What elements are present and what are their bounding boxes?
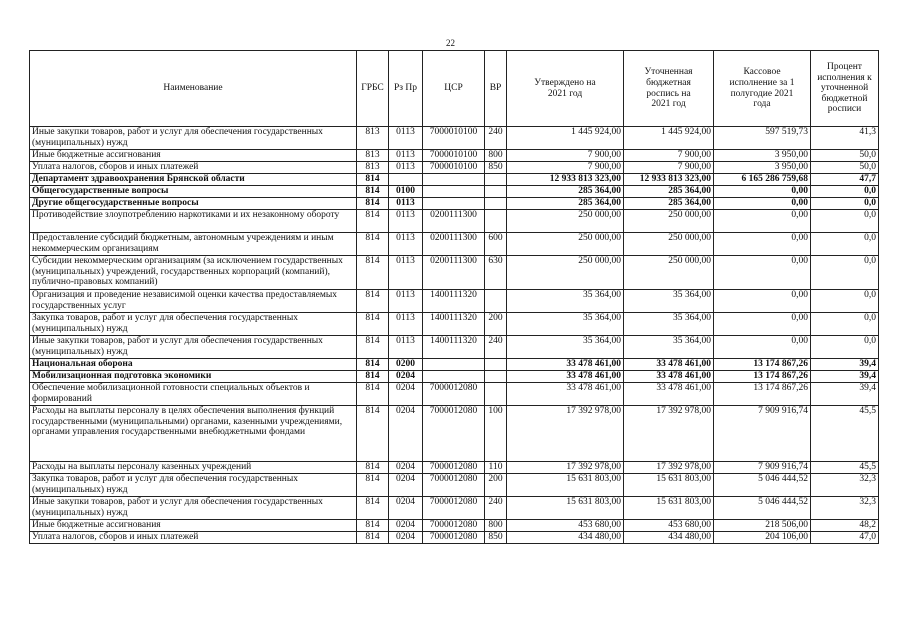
row-grbs: 814 <box>357 371 389 383</box>
row-percent: 39,4 <box>811 359 879 371</box>
table-row <box>30 474 879 497</box>
table-row <box>30 198 879 210</box>
row-percent: 39,4 <box>811 371 879 383</box>
row-csr: 7000010100 <box>423 127 485 150</box>
table-row <box>30 210 879 233</box>
row-rzpr: 0204 <box>389 497 423 520</box>
row-csr: 7000012080 <box>423 520 485 532</box>
table-row <box>30 371 879 383</box>
header-vr: ВР <box>485 51 507 127</box>
row-grbs: 814 <box>357 198 389 210</box>
row-cash: 5 046 444,52 <box>714 474 811 497</box>
row-csr <box>423 371 485 383</box>
row-grbs: 814 <box>357 256 389 290</box>
row-cash: 0,00 <box>714 336 811 359</box>
table-header-row <box>30 51 879 127</box>
header-name: Наименование <box>30 51 357 127</box>
row-csr <box>423 186 485 198</box>
row-rzpr: 0204 <box>389 406 423 462</box>
row-vr <box>485 174 507 186</box>
row-percent: 0,0 <box>811 210 879 233</box>
row-approved: 7 900,00 <box>507 150 624 162</box>
row-grbs: 814 <box>357 186 389 198</box>
row-name: Организация и проведение независимой оценки качества предоставляемых государственных услуг <box>30 290 357 313</box>
row-cash: 204 106,00 <box>714 532 811 544</box>
row-name: Уплата налогов, сборов и иных платежей <box>30 532 357 544</box>
row-grbs: 814 <box>357 497 389 520</box>
row-rzpr: 0204 <box>389 520 423 532</box>
row-cash: 0,00 <box>714 210 811 233</box>
row-percent: 0,0 <box>811 313 879 336</box>
row-name: Иные закупки товаров, работ и услуг для обеспечения государственных (муниципальных) нужд <box>30 127 357 150</box>
row-refined: 434 480,00 <box>624 532 714 544</box>
row-name: Противодействие злоупотреблению наркотиками и их незаконному обороту <box>30 210 357 233</box>
row-csr: 1400111320 <box>423 313 485 336</box>
row-approved: 12 933 813 323,00 <box>507 174 624 186</box>
row-grbs: 813 <box>357 150 389 162</box>
row-approved: 33 478 461,00 <box>507 359 624 371</box>
row-csr: 7000012080 <box>423 474 485 497</box>
budget-table <box>29 50 879 544</box>
table-row <box>30 462 879 474</box>
page-number: 22 <box>446 38 455 48</box>
row-name: Расходы на выплаты персоналу казенных учреждений <box>30 462 357 474</box>
row-cash: 597 519,73 <box>714 127 811 150</box>
row-percent: 47,0 <box>811 532 879 544</box>
row-name: Иные закупки товаров, работ и услуг для обеспечения государственных (муниципальных) нужд <box>30 497 357 520</box>
row-percent: 32,3 <box>811 474 879 497</box>
row-refined: 250 000,00 <box>624 256 714 290</box>
row-cash: 0,00 <box>714 186 811 198</box>
row-vr: 240 <box>485 497 507 520</box>
row-approved: 35 364,00 <box>507 290 624 313</box>
row-vr: 800 <box>485 150 507 162</box>
row-refined: 7 900,00 <box>624 150 714 162</box>
row-vr <box>485 186 507 198</box>
row-cash: 5 046 444,52 <box>714 497 811 520</box>
table-row <box>30 162 879 174</box>
row-vr: 630 <box>485 256 507 290</box>
row-percent: 0,0 <box>811 256 879 290</box>
row-approved: 15 631 803,00 <box>507 474 624 497</box>
row-cash: 218 506,00 <box>714 520 811 532</box>
header-grbs: ГРБС <box>357 51 389 127</box>
row-rzpr: 0113 <box>389 233 423 256</box>
row-cash: 0,00 <box>714 198 811 210</box>
row-refined: 250 000,00 <box>624 233 714 256</box>
row-approved: 7 900,00 <box>507 162 624 174</box>
row-approved: 250 000,00 <box>507 256 624 290</box>
row-percent: 48,2 <box>811 520 879 532</box>
row-approved: 35 364,00 <box>507 313 624 336</box>
row-approved: 17 392 978,00 <box>507 462 624 474</box>
table-row <box>30 150 879 162</box>
row-grbs: 814 <box>357 359 389 371</box>
row-grbs: 814 <box>357 290 389 313</box>
row-grbs: 814 <box>357 313 389 336</box>
row-refined: 17 392 978,00 <box>624 406 714 462</box>
row-refined: 453 680,00 <box>624 520 714 532</box>
row-name: Расходы на выплаты персоналу в целях обеспечения выполнения функций государственными (муниципальными) органами, казенными учреждениями, органами управления государственными внебюджетными фондами <box>30 406 357 462</box>
row-rzpr: 0113 <box>389 198 423 210</box>
row-percent: 0,0 <box>811 186 879 198</box>
row-vr: 600 <box>485 233 507 256</box>
table-row <box>30 383 879 406</box>
row-refined: 12 933 813 323,00 <box>624 174 714 186</box>
header-csr: ЦСР <box>423 51 485 127</box>
row-vr <box>485 383 507 406</box>
row-vr <box>485 198 507 210</box>
row-rzpr: 0204 <box>389 474 423 497</box>
row-rzpr: 0200 <box>389 359 423 371</box>
row-refined: 33 478 461,00 <box>624 383 714 406</box>
row-vr: 200 <box>485 474 507 497</box>
row-vr: 200 <box>485 313 507 336</box>
row-approved: 434 480,00 <box>507 532 624 544</box>
row-grbs: 813 <box>357 162 389 174</box>
row-csr <box>423 198 485 210</box>
row-grbs: 814 <box>357 462 389 474</box>
row-percent: 0,0 <box>811 290 879 313</box>
row-approved: 33 478 461,00 <box>507 383 624 406</box>
row-cash: 7 909 916,74 <box>714 462 811 474</box>
row-refined: 17 392 978,00 <box>624 462 714 474</box>
row-vr <box>485 359 507 371</box>
row-approved: 250 000,00 <box>507 233 624 256</box>
row-percent: 47,7 <box>811 174 879 186</box>
table-row <box>30 186 879 198</box>
row-percent: 39,4 <box>811 383 879 406</box>
row-percent: 50,0 <box>811 150 879 162</box>
row-csr: 7000012080 <box>423 462 485 474</box>
row-rzpr: 0113 <box>389 162 423 174</box>
row-csr: 7000012080 <box>423 532 485 544</box>
row-csr <box>423 174 485 186</box>
row-rzpr: 0113 <box>389 313 423 336</box>
row-grbs: 814 <box>357 336 389 359</box>
row-percent: 0,0 <box>811 233 879 256</box>
row-approved: 17 392 978,00 <box>507 406 624 462</box>
row-grbs: 814 <box>357 233 389 256</box>
row-rzpr: 0204 <box>389 383 423 406</box>
table-row <box>30 313 879 336</box>
row-approved: 1 445 924,00 <box>507 127 624 150</box>
header-approved: Утверждено на 2021 год <box>507 51 624 127</box>
row-vr: 850 <box>485 162 507 174</box>
row-rzpr: 0113 <box>389 256 423 290</box>
table-row <box>30 520 879 532</box>
row-name: Иные закупки товаров, работ и услуг для обеспечения государственных (муниципальных) нужд <box>30 336 357 359</box>
row-rzpr: 0113 <box>389 150 423 162</box>
row-percent: 0,0 <box>811 336 879 359</box>
table-row <box>30 127 879 150</box>
row-vr: 240 <box>485 127 507 150</box>
row-csr: 7000012080 <box>423 383 485 406</box>
row-cash: 0,00 <box>714 256 811 290</box>
row-grbs: 814 <box>357 532 389 544</box>
row-rzpr: 0113 <box>389 210 423 233</box>
row-vr: 800 <box>485 520 507 532</box>
row-name: Иные бюджетные ассигнования <box>30 520 357 532</box>
row-cash: 0,00 <box>714 313 811 336</box>
row-cash: 13 174 867,26 <box>714 383 811 406</box>
row-name: Уплата налогов, сборов и иных платежей <box>30 162 357 174</box>
row-name: Мобилизационная подготовка экономики <box>30 371 357 383</box>
row-csr: 1400111320 <box>423 336 485 359</box>
row-name: Закупка товаров, работ и услуг для обеспечения государственных (муниципальных) нужд <box>30 313 357 336</box>
table-row <box>30 532 879 544</box>
row-refined: 1 445 924,00 <box>624 127 714 150</box>
row-grbs: 814 <box>357 174 389 186</box>
row-name: Общегосударственные вопросы <box>30 186 357 198</box>
row-approved: 453 680,00 <box>507 520 624 532</box>
table-row <box>30 497 879 520</box>
table-row <box>30 336 879 359</box>
header-cash: Кассовое исполнение за 1 полугодие 2021 года <box>714 51 811 127</box>
header-rzpr: Рз Пр <box>389 51 423 127</box>
row-csr: 7000012080 <box>423 406 485 462</box>
row-name: Иные бюджетные ассигнования <box>30 150 357 162</box>
row-name: Национальная оборона <box>30 359 357 371</box>
row-grbs: 814 <box>357 383 389 406</box>
row-csr: 0200111300 <box>423 256 485 290</box>
row-refined: 285 364,00 <box>624 198 714 210</box>
row-cash: 3 950,00 <box>714 162 811 174</box>
row-rzpr: 0204 <box>389 532 423 544</box>
table-row <box>30 256 879 290</box>
row-refined: 33 478 461,00 <box>624 359 714 371</box>
row-refined: 7 900,00 <box>624 162 714 174</box>
row-name: Предоставление субсидий бюджетным, автономным учреждениям и иным некоммерческим организациям <box>30 233 357 256</box>
row-vr <box>485 290 507 313</box>
row-csr: 7000010100 <box>423 150 485 162</box>
row-name: Обеспечение мобилизационной готовности специальных объектов и формирований <box>30 383 357 406</box>
row-csr: 7000012080 <box>423 497 485 520</box>
row-csr: 1400111320 <box>423 290 485 313</box>
row-refined: 35 364,00 <box>624 336 714 359</box>
row-csr <box>423 359 485 371</box>
row-cash: 13 174 867,26 <box>714 359 811 371</box>
row-cash: 7 909 916,74 <box>714 406 811 462</box>
row-rzpr: 0113 <box>389 127 423 150</box>
row-refined: 250 000,00 <box>624 210 714 233</box>
row-percent: 32,3 <box>811 497 879 520</box>
table-row <box>30 290 879 313</box>
row-refined: 33 478 461,00 <box>624 371 714 383</box>
row-grbs: 813 <box>357 127 389 150</box>
table-row <box>30 233 879 256</box>
row-refined: 35 364,00 <box>624 313 714 336</box>
row-approved: 285 364,00 <box>507 186 624 198</box>
row-vr <box>485 210 507 233</box>
row-csr: 0200111300 <box>423 210 485 233</box>
row-grbs: 814 <box>357 520 389 532</box>
row-name: Другие общегосударственные вопросы <box>30 198 357 210</box>
row-name: Закупка товаров, работ и услуг для обеспечения государственных (муниципальных) нужд <box>30 474 357 497</box>
row-cash: 0,00 <box>714 233 811 256</box>
row-cash: 0,00 <box>714 290 811 313</box>
row-percent: 45,5 <box>811 462 879 474</box>
row-rzpr: 0113 <box>389 336 423 359</box>
row-grbs: 814 <box>357 406 389 462</box>
row-approved: 15 631 803,00 <box>507 497 624 520</box>
row-rzpr: 0100 <box>389 186 423 198</box>
row-grbs: 814 <box>357 210 389 233</box>
row-grbs: 814 <box>357 474 389 497</box>
table-row <box>30 174 879 186</box>
row-cash: 3 950,00 <box>714 150 811 162</box>
row-name: Департамент здравоохранения Брянской области <box>30 174 357 186</box>
row-name: Субсидии некоммерческим организациям (за исключением государственных (муниципальных) учреждений, государственных корпораций (компаний), публично-правовых компаний) <box>30 256 357 290</box>
row-rzpr: 0204 <box>389 371 423 383</box>
row-vr: 850 <box>485 532 507 544</box>
row-approved: 33 478 461,00 <box>507 371 624 383</box>
row-vr: 100 <box>485 406 507 462</box>
row-refined: 15 631 803,00 <box>624 497 714 520</box>
row-refined: 35 364,00 <box>624 290 714 313</box>
row-cash: 13 174 867,26 <box>714 371 811 383</box>
row-approved: 35 364,00 <box>507 336 624 359</box>
header-percent: Процент исполнения к уточненной бюджетной росписи <box>811 51 879 127</box>
row-percent: 41,3 <box>811 127 879 150</box>
row-approved: 285 364,00 <box>507 198 624 210</box>
row-cash: 6 165 286 759,68 <box>714 174 811 186</box>
row-refined: 285 364,00 <box>624 186 714 198</box>
table-row <box>30 406 879 462</box>
row-rzpr: 0204 <box>389 462 423 474</box>
row-rzpr: 0113 <box>389 290 423 313</box>
row-vr: 240 <box>485 336 507 359</box>
header-refined: Уточненная бюджетная роспись на 2021 год <box>624 51 714 127</box>
row-refined: 15 631 803,00 <box>624 474 714 497</box>
row-percent: 0,0 <box>811 198 879 210</box>
row-percent: 50,0 <box>811 162 879 174</box>
row-percent: 45,5 <box>811 406 879 462</box>
row-csr: 7000010100 <box>423 162 485 174</box>
row-approved: 250 000,00 <box>507 210 624 233</box>
row-vr <box>485 371 507 383</box>
row-vr: 110 <box>485 462 507 474</box>
row-rzpr <box>389 174 423 186</box>
row-csr: 0200111300 <box>423 233 485 256</box>
table-row <box>30 359 879 371</box>
